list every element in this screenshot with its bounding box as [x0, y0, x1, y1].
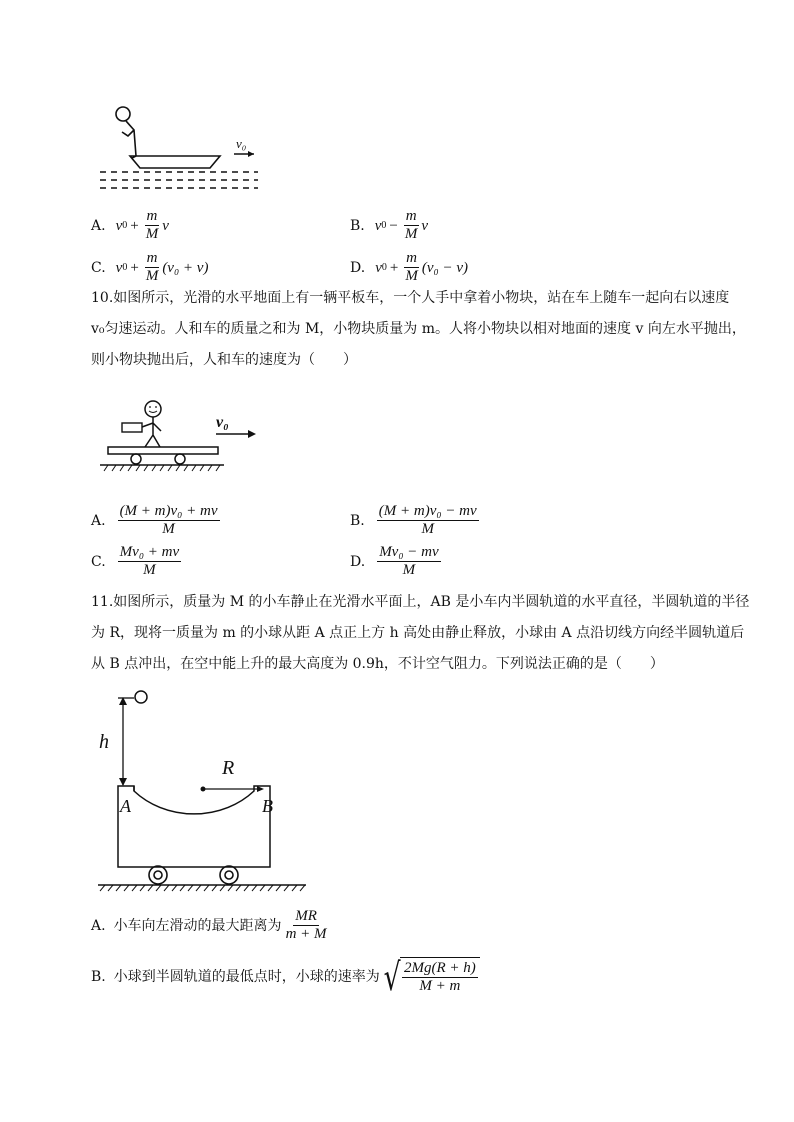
q11-a-label: A	[120, 796, 131, 816]
cart-wheel	[131, 454, 141, 464]
q10-stem-line-1: 10.如图所示，光滑的水平地面上有一辆平板车，一个人手中拿着小物块，站在车上随车一起向右以速度	[91, 290, 730, 306]
q10-option-a[interactable]: A. $\frac{\text{(M + m)v₀ + mv}}{M}$	[91, 503, 218, 537]
square-root: √ $\frac{2Mg(R + h)}{M + m}$	[380, 957, 480, 997]
q10-option-c[interactable]: C. $\frac{\text{Mv₀ + mv}}{M}$	[91, 544, 180, 578]
ball	[135, 691, 147, 703]
q11-option-b[interactable]: B. 小球到半圆轨道的最低点时，小球的速率为 √ $\frac{2Mg(R + h)}{M + m}$	[91, 957, 480, 997]
boat	[130, 156, 220, 168]
cart-wheel	[220, 866, 238, 884]
q10-cart-figure	[98, 395, 268, 475]
q9-option-d[interactable]: D. v 0 + $\frac{m}{M}$ (v₀ − v)	[350, 250, 468, 284]
cart-body	[118, 786, 270, 867]
q10-velocity-label: v₀	[216, 414, 229, 431]
q11-r-label: R	[222, 757, 235, 779]
person-head	[116, 107, 130, 121]
q9-option-a[interactable]: A. v 0 + $\frac{m}{M}$ v	[91, 208, 169, 242]
cart-wheel	[149, 866, 167, 884]
q11-h-label: h	[99, 731, 109, 753]
q9-option-c[interactable]: C. v 0 + $\frac{m}{M}$ (v₀ + v)	[91, 250, 209, 284]
q9-option-b[interactable]: B. v 0 − $\frac{m}{M}$ v	[350, 208, 429, 242]
q11-track-figure	[96, 685, 311, 895]
q11-option-a[interactable]: A. 小车向左滑动的最大距离为 $\frac{MR}{m + M}$	[91, 908, 327, 942]
q10-stem-line-2: v₀匀速运动。人和车的质量之和为 M，小物块质量为 m。人将小物块以相对地面的速度 v 向左水平抛出，	[91, 321, 746, 337]
small-block	[122, 423, 142, 432]
q9-velocity-label: v₀	[236, 136, 247, 151]
cart-board	[108, 447, 218, 454]
person-head	[145, 401, 161, 417]
cart-wheel	[175, 454, 185, 464]
q11-stem-line-2: 为 R，现将一质量为 m 的小球从距 A 点正上方 h 高处由静止释放，小球由 A 点沿切线方向经半圆轨道后	[91, 625, 745, 641]
q10-stem-line-3: 则小物块抛出后，人和车的速度为（ ）	[91, 352, 357, 368]
q10-option-d[interactable]: D. $\frac{\text{Mv₀ − mv}}{M}$	[350, 544, 439, 578]
person-body	[122, 121, 136, 158]
q10-option-b[interactable]: B. $\frac{\text{(M + m)v₀ − mv}}{M}$	[350, 503, 477, 537]
q11-stem-line-3: 从 B 点冲出，在空中能上升的最大高度为 0.9h，不计空气阻力。下列说法正确的是（ ）	[91, 656, 664, 672]
q11-b-label: B	[262, 796, 273, 816]
person-body	[142, 417, 161, 447]
q11-stem-line-1: 11.如图所示，质量为 M 的小车静止在光滑水平面上，AB 是小车内半圆轨道的水平直径，半圆轨道的半径	[91, 594, 750, 610]
